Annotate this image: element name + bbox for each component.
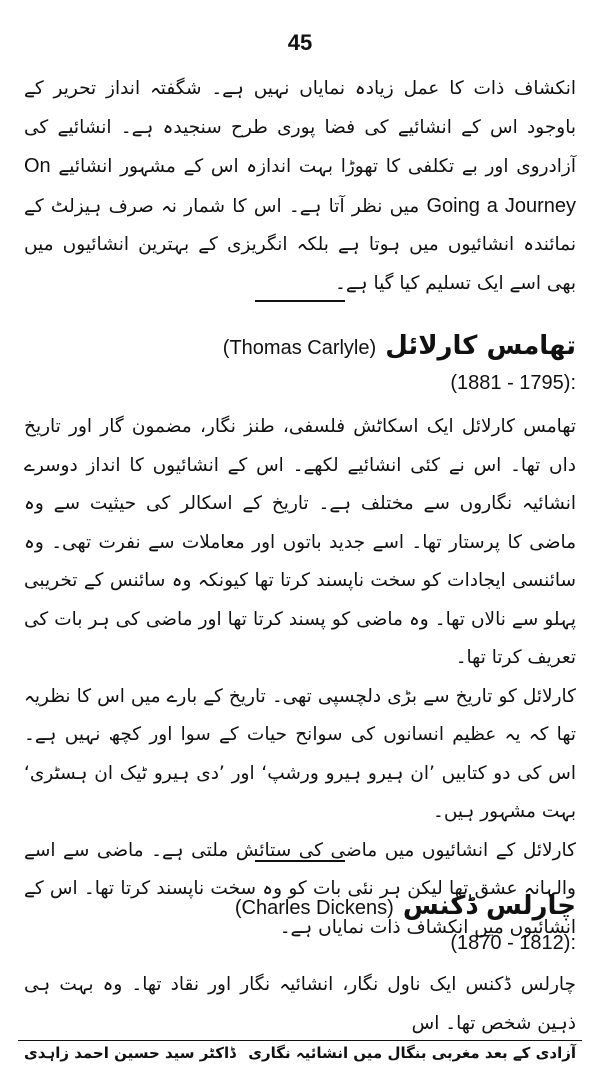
intro-text: انکشاف ذات کا عمل زیادہ نمایاں نہیں ہے۔ شگفتہ انداز تحریر کے باوجود اس کے انشائیے کی فضا پوری طرح سنجیدہ ہے۔ انشائیے کی آزادروی اور بے تکلفی کا تھوڑا بہت اندازہ اس کے مشہور انشائیے On Going a Journey میں نظر آتا ہے۔ اس کا شمار نہ صرف ہیزلٹ کے نمائندہ انشائیوں میں ہوتا ہے بلکہ انگریزی کے بہترین انشائیوں میں بھی اسے ایک تسلیم کیا گیا ہے۔	[24, 78, 576, 294]
carlyle-heading-urdu: تھامس کارلائل	[385, 331, 576, 361]
carlyle-paragraph-1: تھامس کارلائل ایک اسکاٹش فلسفی، طنز نگار، مضمون گار اور تاریخ داں تھا۔ اس نے کئی انشائیے لکھے۔ اس کے انشائیوں کا انداز دوسرے انشائیہ نگاروں سے مختلف ہے۔ تاریخ کے اسکالر کی حیثیت سے وہ ماضی کا پرستار تھا۔ اسے جدید باتوں اور معاملات سے نفرت تھی۔ وہ سائنسی ایجادات کو سخت ناپسند کرتا تھا کیونکہ وہ سائنس کے تخریبی پہلو سے نالاں تھا۔ وہ ماضی کو پسند کرتا تھا اور ماضی کی ہر بات کی تعریف کرتا تھا۔	[24, 416, 576, 668]
footer-rule	[18, 1040, 582, 1041]
english-essay-title: On Going a Journey	[24, 155, 576, 217]
dickens-paragraph: چارلس ڈکنس ایک ناول نگار، انشائیہ نگار اور نقاد تھا۔ وہ بہت ہی ذہین شخص تھا۔ اس	[24, 974, 576, 1034]
section-divider	[255, 860, 345, 862]
dickens-heading-english: (Charles Dickens)	[234, 897, 394, 919]
dickens-body	[24, 966, 576, 1043]
page-footer	[24, 1044, 576, 1072]
carlyle-paragraph-2: کارلائل کو تاریخ سے بڑی دلچسپی تھی۔ تاریخ کے بارے میں اس کا نظریہ تھا کہ یہ عظیم انسانوں کی سوانح حیات کے سوا اور کچھ نہیں ہے۔ اس کی دو کتابیں ’ان ہیرو ہیرو ورشپ‘ اور ’دی ہیرو ٹیک ان ہسٹری‘ بہت مشہور ہیں۔	[24, 685, 576, 822]
carlyle-body	[24, 408, 576, 947]
section-divider	[255, 300, 345, 302]
footer-book-title: آزادی کے بعد مغربی بنگال میں انشائیہ نگاری	[248, 1044, 576, 1062]
footer-author: ڈاکٹر سید حسین احمد زاہدی	[24, 1044, 236, 1062]
carlyle-heading	[24, 326, 576, 368]
carlyle-dates: (1881 - 1795):	[450, 372, 576, 394]
intro-paragraph	[24, 70, 576, 303]
carlyle-paragraph-3: کارلائل کے انشائیوں میں ماضی کی ستائش ملتی ہے۔ ماضی سے اسے والہانہ عشق تھا لیکن ہر نئی بات کو وہ سخت ناپسند کرتا تھا۔ اس کے انشائیوں میں انکشاف ذات نمایاں ہے۔	[24, 839, 576, 938]
dickens-heading-urdu: چارلس ڈکنس	[402, 891, 576, 921]
page-number: 45	[287, 30, 313, 55]
carlyle-heading-english: (Thomas Carlyle)	[222, 337, 377, 359]
dickens-heading	[24, 886, 576, 928]
dickens-dates: (1870 - 1812):	[450, 932, 576, 954]
